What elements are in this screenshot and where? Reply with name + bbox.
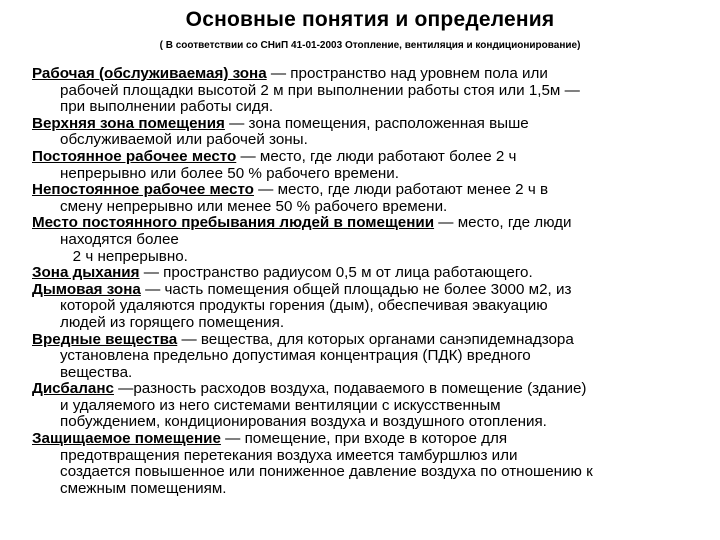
definition-text: — зона помещения, расположенная выше — [224, 114, 529, 132]
definition-text: которой удаляются продукты горения (дым), обеспечивая эвакуацию — [60, 297, 548, 315]
definition-text: — помещение, при входе в которое для — [220, 430, 508, 448]
definition-text: смежным помещениям. — [60, 479, 227, 497]
definition-text: — место, где люди — [434, 214, 572, 232]
definition-text: 2 ч непрерывно. — [60, 247, 188, 265]
definition-text: и удаляемого из него системами вентиляции с искусственным — [60, 396, 501, 414]
definition-text: создается повышенное или пониженное давление воздуха по отношению к — [60, 463, 593, 481]
definition-item — [32, 116, 696, 149]
definition-term: Место постоянного пребывания людей в помещении — [32, 214, 435, 232]
definition-text: обслуживаемой или рабочей зоны. — [60, 131, 308, 149]
definition-text: при выполнении работы сидя. — [60, 98, 274, 116]
definition-text: — пространство радиусом 0,5 м от лица работающего. — [139, 264, 533, 282]
definition-text: — пространство над уровнем пола или — [266, 65, 548, 82]
definitions-list — [32, 66, 696, 497]
definition-text: рабочей площадки высотой 2 м при выполнении работы стоя или 1,5м — — [60, 81, 580, 99]
definition-text: — вещества, для которых органами санэпидемнадзора — [177, 330, 574, 348]
definition-text: побуждением, кондиционирования воздуха и воздушного отопления. — [60, 413, 547, 431]
definition-term: Дымовая зона — [32, 280, 141, 298]
definition-item — [32, 182, 696, 215]
definition-item — [32, 282, 696, 332]
definition-term: Рабочая (обслуживаемая) зона — [32, 65, 267, 82]
page-subtitle: ( В соответствии со СНиП 41-01-2003 Отопление, вентиляция и кондиционирование) — [159, 40, 581, 51]
definition-text: непрерывно или более 50 % рабочего времени. — [60, 164, 399, 182]
definition-text: вещества. — [60, 363, 133, 381]
definition-term: Постоянное рабочее место — [32, 147, 237, 165]
definition-item — [32, 149, 696, 182]
definition-term: Непостоянное рабочее место — [32, 181, 254, 199]
definition-text: находятся более — [60, 230, 179, 248]
page-title: Основные понятия и определения — [185, 8, 555, 31]
definition-item — [32, 215, 696, 265]
definition-text: смену непрерывно или менее 50 % рабочего времени. — [60, 197, 448, 215]
definition-text: людей из горящего помещения. — [60, 313, 285, 331]
definition-item — [32, 332, 696, 382]
definition-term: Верхняя зона помещения — [32, 114, 225, 132]
definition-term: Зона дыхания — [32, 264, 140, 282]
definition-text: предотвращения перетекания воздуха имеется тамбуршлюз или — [60, 446, 518, 464]
definition-term: Вредные вещества — [32, 330, 178, 348]
definition-item — [32, 431, 696, 497]
definition-term: Дисбаланс — [32, 380, 114, 398]
definition-item — [32, 66, 696, 116]
definition-text: — место, где люди работают менее 2 ч в — [253, 181, 549, 199]
definition-text: установлена предельно допустимая концентрация (ПДК) вредного — [60, 347, 531, 365]
definition-item — [32, 381, 696, 431]
definition-text: — часть помещения общей площадью не более 3000 м2, из — [140, 280, 572, 298]
definition-text: — место, где люди работают более 2 ч — [236, 147, 517, 165]
definition-item — [32, 265, 696, 282]
definition-term: Защищаемое помещение — [32, 430, 221, 448]
definition-text: —разность расходов воздуха, подаваемого в помещение (здание) — [113, 380, 587, 398]
